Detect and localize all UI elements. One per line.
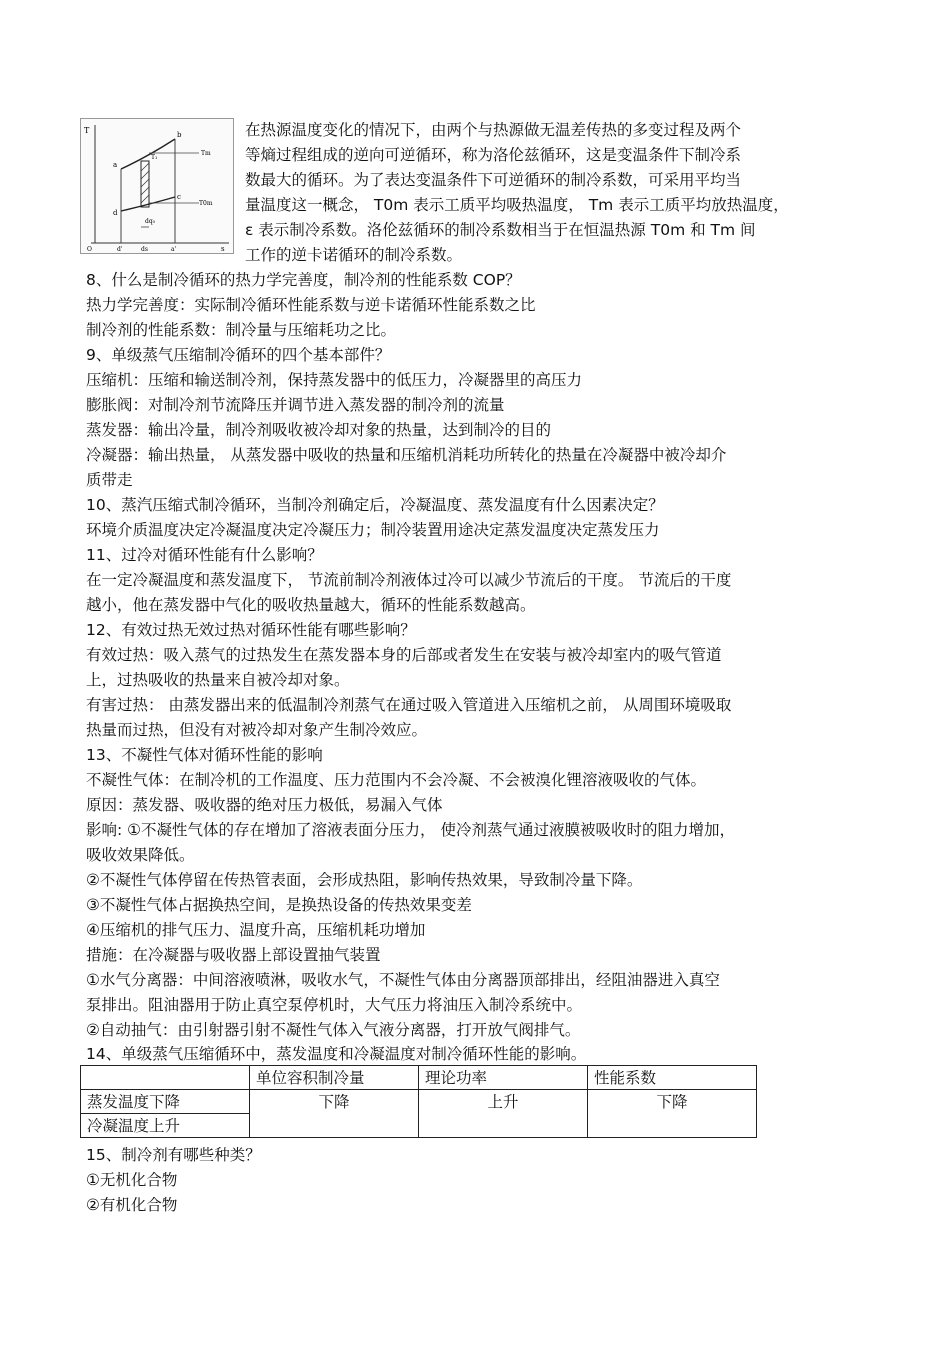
table-cell: 上升: [419, 1090, 588, 1138]
lorenz-cycle-ts-diagram: [80, 118, 234, 254]
diagram-label-origin: O: [87, 246, 92, 253]
table-row-label: 蒸发温度下降: [81, 1090, 250, 1114]
answer-line: 质带走: [86, 471, 133, 489]
diagram-label-s: s: [221, 245, 225, 253]
answer-line: 冷凝器：输出热量， 从蒸发器中吸收的热量和压缩机消耗功所转化的热量在冷凝器中被冷却介: [86, 446, 727, 464]
diagram-label-dprime: d': [117, 246, 123, 253]
diagram-label-a: a: [113, 161, 118, 169]
answer-line: ②有机化合物: [86, 1196, 178, 1214]
intro-line: 量温度这一概念， T0m 表示工质平均吸热温度， Tm 表示工质平均放热温度，: [245, 196, 789, 214]
answer-line: 在一定冷凝温度和蒸发温度下， 节流前制冷剂液体过冷可以减少节流后的干度。 节流后的干度: [86, 571, 732, 589]
answer-line: 制冷剂的性能系数：制冷量与压缩耗功之比。: [86, 321, 397, 339]
ts-diagram-svg: [81, 119, 233, 253]
question-heading: 11、过冷对循环性能有什么影响？: [86, 546, 323, 564]
question-heading: 12、有效过热无效过热对循环性能有哪些影响？: [86, 621, 416, 639]
answer-line: 膨胀阀：对制冷剂节流降压并调节进入蒸发器的制冷剂的流量: [86, 396, 505, 414]
intro-line: 工作的逆卡诺循环的制冷系数。: [245, 246, 463, 264]
diagram-label-d: d: [113, 209, 118, 217]
answer-line: ①水气分离器：中间溶液喷淋，吸收水气，不凝性气体由分离器顶部排出，经阻油器进入真空: [86, 971, 720, 989]
answer-line: 有效过热：吸入蒸气的过热发生在蒸发器本身的后部或者发生在安装与被冷却室内的吸气管道: [86, 646, 722, 664]
table-header-cell: 性能系数: [588, 1066, 757, 1090]
answer-line: ④压缩机的排气压力、温度升高，压缩机耗功增加: [86, 921, 426, 939]
table-header-row: [81, 1066, 757, 1090]
question-heading: 8、什么是制冷循环的热力学完善度，制冷剂的性能系数 COP？: [86, 271, 521, 289]
answer-line: 越小，他在蒸发器中气化的吸收热量越大，循环的性能系数越高。: [86, 596, 536, 614]
diagram-label-aprime: a': [171, 246, 177, 253]
answer-line: 措施：在冷凝器与吸收器上部设置抽气装置: [86, 946, 381, 964]
answer-line: 有害过热： 由蒸发器出来的低温制冷剂蒸气在通过吸入管道进入压缩机之前， 从周围环境吸取: [86, 696, 732, 714]
question-heading: 10、蒸汽压缩式制冷循环，当制冷剂确定后，冷凝温度、蒸发温度有什么因素决定？: [86, 496, 664, 514]
table-cell: 下降: [250, 1090, 419, 1138]
diagram-label-T: T: [84, 126, 90, 135]
intro-line: 数最大的循环。为了表达变温条件下可逆循环的制冷系数，可采用平均当: [245, 171, 742, 189]
answer-line: 上，过热吸收的热量来自被冷却对象。: [86, 671, 350, 689]
table-cell: 下降: [588, 1090, 757, 1138]
intro-line: 等熵过程组成的逆向可逆循环，称为洛伦兹循环，这是变温条件下制冷系: [245, 146, 742, 164]
table-header-cell: 单位容积制冷量: [250, 1066, 419, 1090]
temperature-effect-table: [80, 1065, 757, 1138]
answer-line: 热力学完善度：实际制冷循环性能系数与逆卡诺循环性能系数之比: [86, 296, 536, 314]
answer-line: 热量而过热，但没有对被冷却对象产生制冷效应。: [86, 721, 428, 739]
question-heading: 14、单级蒸气压缩循环中，蒸发温度和冷凝温度对制冷循环性能的影响。: [86, 1045, 587, 1063]
table-header-cell: [81, 1066, 250, 1090]
answer-line: 不凝性气体：在制冷机的工作温度、压力范围内不会冷凝、不会被溴化锂溶液吸收的气体。: [86, 771, 707, 789]
diagram-label-dq0: dq₀: [145, 218, 156, 225]
intro-line: ε 表示制冷系数。洛伦兹循环的制冷系数相当于在恒温热源 T0m 和 Tm 间: [245, 221, 756, 239]
answer-line: 泵排出。阻油器用于防止真空泵停机时，大气压力将油压入制冷系统中。: [86, 996, 583, 1014]
intro-line: 在热源温度变化的情况下，由两个与热源做无温差传热的多变过程及两个: [245, 121, 742, 139]
question-heading: 13、不凝性气体对循环性能的影响: [86, 746, 323, 764]
answer-line: 影响: ①不凝性气体的存在增加了溶液表面分压力， 使冷剂蒸气通过液膜被吸收时的阻力增加，: [86, 821, 735, 839]
table-row-label: 冷凝温度上升: [81, 1114, 250, 1138]
table-header-cell: 理论功率: [419, 1066, 588, 1090]
answer-line: 压缩机：压缩和输送制冷剂，保持蒸发器中的低压力，冷凝器里的高压力: [86, 371, 583, 389]
answer-line: 蒸发器：输出冷量，制冷剂吸收被冷却对象的热量，达到制冷的目的: [86, 421, 552, 439]
diagram-label-b: b: [177, 131, 182, 139]
table-row: [81, 1090, 757, 1114]
answer-line: ①无机化合物: [86, 1171, 178, 1189]
question-heading: 9、单级蒸气压缩制冷循环的四个基本部件？: [86, 346, 391, 364]
diagram-label-t0m: T0m: [199, 200, 213, 207]
answer-line: 原因：蒸发器、吸收器的绝对压力极低，易漏入气体: [86, 796, 443, 814]
diagram-label-c: c: [177, 193, 181, 201]
answer-line: 吸收效果降低。: [86, 846, 195, 864]
answer-line: 环境介质温度决定冷凝温度决定冷凝压力；制冷装置用途决定蒸发温度决定蒸发压力: [86, 521, 660, 539]
answer-line: ②自动抽气：由引射器引射不凝性气体入气液分离器，打开放气阀排气。: [86, 1021, 581, 1039]
answer-line: ②不凝性气体停留在传热管表面，会形成热阻，影响传热效果，导致制冷量下降。: [86, 871, 643, 889]
question-heading: 15、制冷剂有哪些种类？: [86, 1146, 261, 1164]
diagram-label-ds: ds: [141, 246, 148, 253]
answer-line: ③不凝性气体占据换热空间，是换热设备的传热效果变差: [86, 896, 472, 914]
diagram-label-tk: T₁: [151, 154, 158, 161]
diagram-label-tm: Tm: [201, 150, 211, 157]
